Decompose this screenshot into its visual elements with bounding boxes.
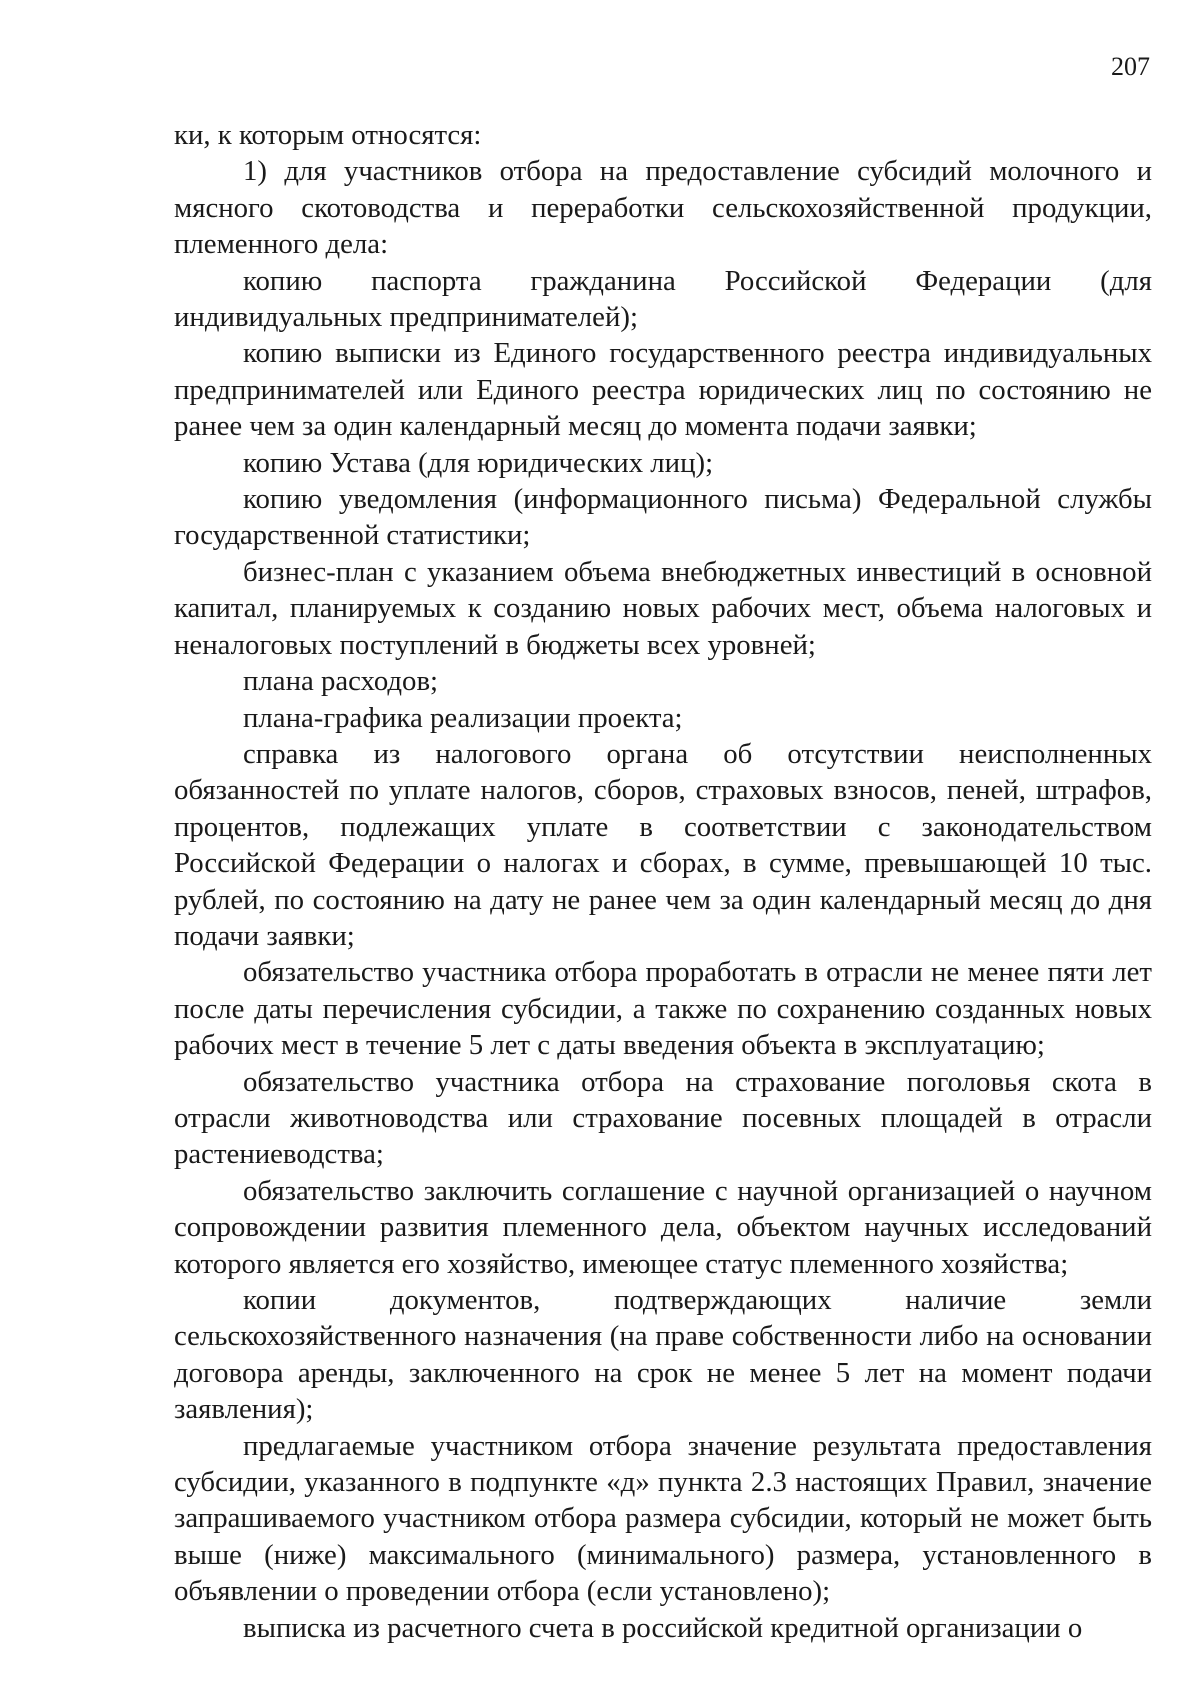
paragraph: обязательство заключить соглашение с научной организацией о научном сопровождении развития племенного дела, объектом научных исследований которого является его хозяйство, имеющее статус племенного хозяйства; — [174, 1174, 1152, 1280]
paragraph: предлагаемые участником отбора значение результата предоставления субсидии, указанного в подпункте «д» пункта 2.3 настоящих Правил, значение запрашиваемого участником отбора размера субсидии, который не может быть выше (ниже) максимального (минимального) размера, установленного в объявлении о проведении отбора (если установлено); — [174, 1429, 1152, 1608]
paragraph: обязательство участника отбора на страхование поголовья скота в отрасли животноводства или страхование посевных площадей в отрасли растениеводства; — [174, 1065, 1152, 1171]
paragraph: плана-графика реализации проекта; — [243, 701, 683, 734]
paragraph: обязательство участника отбора проработать в отрасли не менее пяти лет после даты перечисления субсидии, а также по сохранению созданных новых рабочих мест в течение 5 лет с даты введения объекта в эксплуатацию; — [174, 956, 1152, 1062]
paragraph: копии документов, подтверждающих наличие земли сельскохозяйственного назначения (на праве собственности либо на основании договора аренды, заключенного на срок не менее 5 лет на момент подачи заявления); — [174, 1284, 1152, 1426]
paragraph: бизнес-план с указанием объема внебюджетных инвестиций в основной капитал, планируемых к созданию новых рабочих мест, объема налоговых и неналоговых поступлений в бюджеты всех уровней; — [174, 555, 1152, 661]
paragraph: копию выписки из Единого государственного реестра индивидуальных предпринимателей или Единого реестра юридических лиц по состоянию не ранее чем за один календарный месяц до момента подачи заявки; — [174, 337, 1152, 443]
paragraph: ки, к которым относятся: — [174, 119, 482, 151]
paragraph: справка из налогового органа об отсутствии неисполненных обязанностей по уплате налогов, сборов, страховых взносов, пеней, штрафов, процентов, подлежащих уплате в соответствии с законодательством Российской Федерации о налогах и сборах, в сумме, превышающей 10 тыс. рублей, по состоянию на дату не ранее чем за один календарный месяц до дня подачи заявки; — [174, 737, 1152, 952]
paragraph: плана расходов; — [243, 665, 439, 698]
paragraph: копию паспорта гражданина Российской Федерации (для индивидуальных предпринимателей); — [174, 264, 1152, 334]
page-number: 207 — [1111, 52, 1150, 81]
document-body — [174, 117, 1152, 1646]
paragraph: копию уведомления (информационного письма) Федеральной службы государственной статистики; — [174, 483, 1152, 552]
paragraph: копию Устава (для юридических лиц); — [243, 446, 714, 479]
paragraph: выписка из расчетного счета в российской кредитной организации о — [243, 1611, 1083, 1644]
paragraph: 1) для участников отбора на предоставление субсидий молочного и мясного скотоводства и переработки сельскохозяйственной продукции, племенного дела: — [174, 155, 1152, 261]
